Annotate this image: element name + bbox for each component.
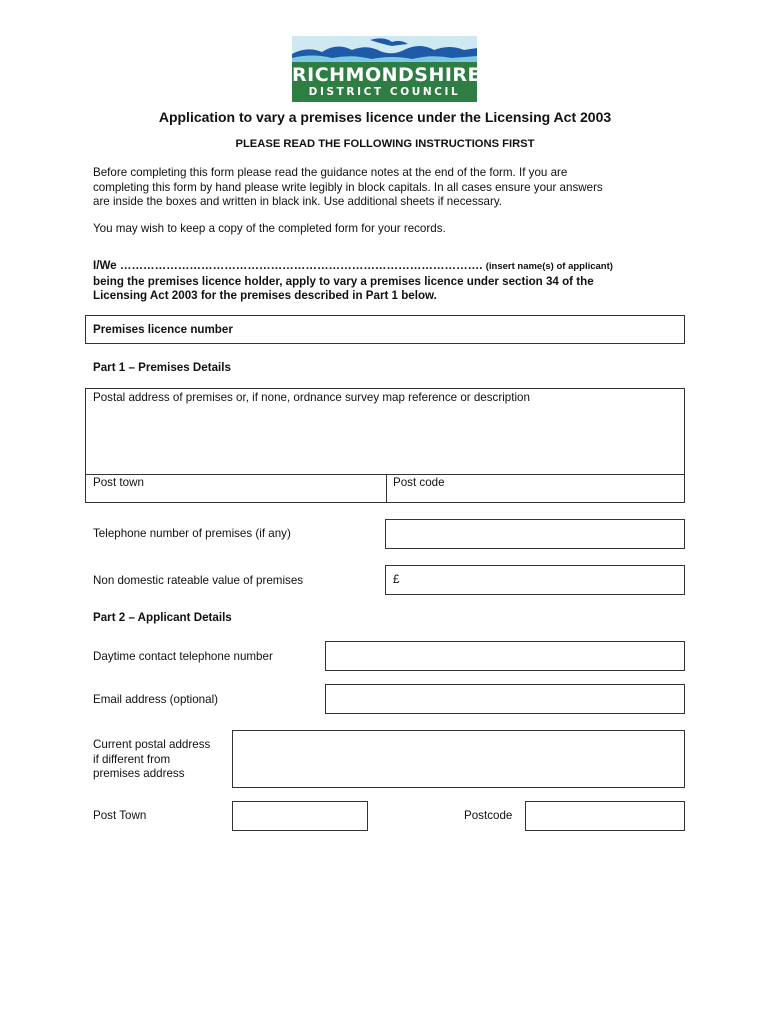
postal-label-line-2: if different from	[93, 752, 171, 766]
intro-line-3: are inside the boxes and written in black ink. Use additional sheets if necessary.	[93, 195, 503, 208]
premises-post-code-label: Post code	[393, 476, 445, 489]
email-label: Email address (optional)	[93, 693, 219, 706]
premises-address-block	[85, 388, 685, 503]
rateable-value-input[interactable]	[385, 565, 685, 595]
intro-paragraph	[93, 166, 693, 210]
postal-label-line-3: premises address	[93, 767, 185, 780]
keep-copy-note: You may wish to keep a copy of the completed form for your records.	[93, 222, 446, 235]
applicant-post-town-input[interactable]	[232, 801, 368, 831]
declaration	[93, 259, 693, 304]
premises-address-field[interactable]	[86, 389, 684, 474]
rateable-value-label: Non domestic rateable value of premises	[93, 574, 304, 587]
declaration-line-1	[93, 259, 693, 275]
email-input[interactable]	[325, 684, 685, 714]
intro-line-1: Before completing this form please read the guidance notes at the end of the form. If you are	[93, 166, 568, 179]
daytime-phone-label: Daytime contact telephone number	[93, 650, 273, 663]
intro-line-2: completing this form by hand please write legibly in block capitals. In all cases ensure your answers	[93, 180, 603, 194]
currency-symbol: £	[393, 573, 400, 586]
declaration-line-3: Licensing Act 2003 for the premises described in Part 1 below.	[93, 289, 437, 302]
current-postal-address-label	[93, 738, 210, 782]
applicant-postcode-input[interactable]	[525, 801, 685, 831]
applicant-postcode-label: Postcode	[464, 809, 513, 822]
council-logo	[292, 36, 482, 102]
applicant-post-town-label: Post Town	[93, 809, 147, 822]
applicant-name-line[interactable]: I/We ………………………………………………………………………………….	[93, 259, 483, 272]
premises-post-town-field[interactable]	[86, 475, 386, 502]
premises-address-label: Postal address of premises or, if none, ordnance survey map reference or description	[93, 391, 530, 404]
premises-licence-number-field[interactable]	[85, 315, 685, 344]
logo-name-line2: DISTRICT COUNCIL	[308, 86, 461, 98]
daytime-phone-input[interactable]	[325, 641, 685, 671]
logo-name-line1: RICHMONDSHIRE	[292, 64, 482, 86]
premises-telephone-label: Telephone number of premises (if any)	[93, 527, 291, 540]
declaration-line-2: being the premises licence holder, apply to vary a premises licence under section 34 of the	[93, 274, 594, 288]
page-title: Application to vary a premises licence under the Licensing Act 2003	[158, 109, 612, 125]
premises-telephone-input[interactable]	[385, 519, 685, 549]
part1-heading: Part 1 – Premises Details	[93, 361, 231, 374]
premises-post-code-field[interactable]	[387, 475, 684, 502]
postal-label-line-1: Current postal address	[93, 738, 211, 751]
part2-heading: Part 2 – Applicant Details	[93, 611, 232, 624]
premises-licence-number-label: Premises licence number	[93, 323, 233, 336]
applicant-name-hint: (insert name(s) of applicant)	[485, 261, 613, 272]
instructions-heading: PLEASE READ THE FOLLOWING INSTRUCTIONS FIRST	[235, 138, 535, 150]
premises-post-town-label: Post town	[93, 476, 144, 489]
current-postal-address-input[interactable]	[232, 730, 685, 788]
